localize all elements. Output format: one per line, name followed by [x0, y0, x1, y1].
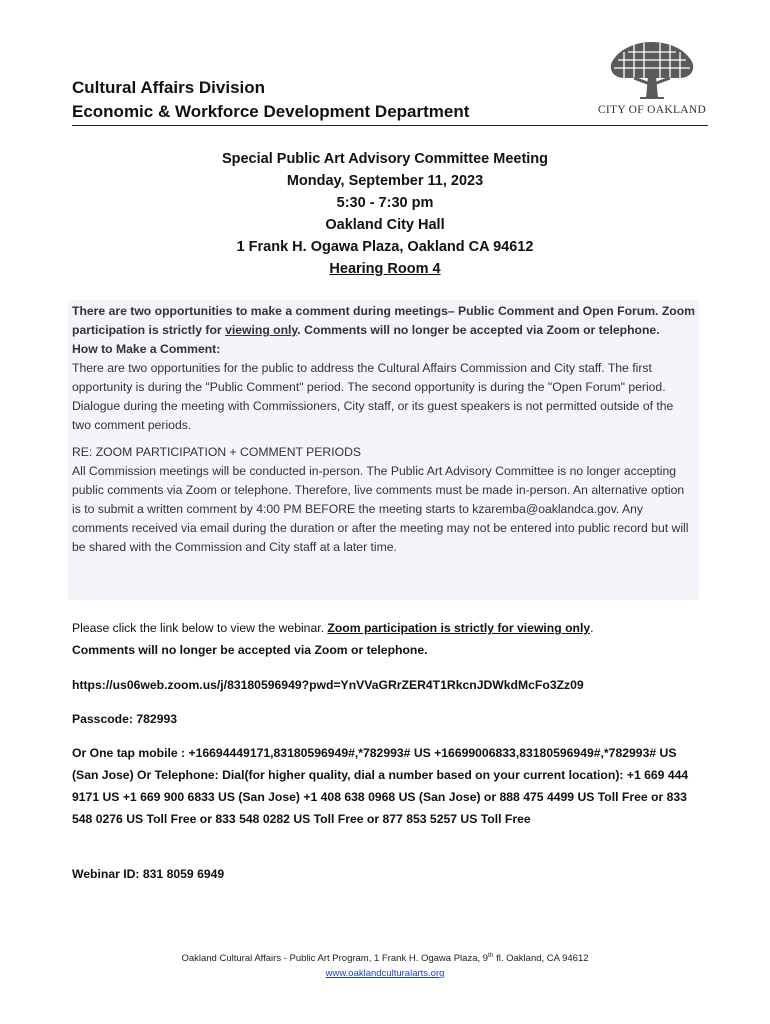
webinar-intro-end: . [590, 621, 594, 635]
meeting-address: 1 Frank H. Ogawa Plaza, Oakland CA 94612 [236, 239, 534, 255]
meeting-room: Hearing Room 4 [329, 261, 441, 277]
city-of-oakland-logo [596, 38, 708, 122]
notice-intro [72, 302, 695, 340]
viewing-only-emphasis: Zoom participation is strictly for viewing only [327, 621, 591, 635]
website-link[interactable]: www.oaklandculturalarts.org [325, 968, 445, 980]
department-name: Economic & Workforce Development Department [72, 102, 470, 121]
passcode: Passcode: 782993 [72, 712, 178, 726]
city-of-oakland-wordmark: CITY OF OAKLAND [597, 104, 707, 116]
meeting-date: Monday, September 11, 2023 [286, 173, 484, 189]
meeting-venue: Oakland City Hall [325, 217, 445, 233]
webinar-intro-text: Please click the link below to view the webinar. [72, 621, 328, 635]
zoom-link[interactable]: https://us06web.zoom.us/j/83180596949?pwd=YnVVaGRrZER4T1RkcnJDWkdMcFo3Zz09 [72, 678, 584, 692]
comments-not-accepted-line: Comments will no longer be accepted via Zoom or telephone. [72, 643, 428, 657]
division-name: Cultural Affairs Division [72, 78, 266, 97]
header-rule [72, 125, 708, 126]
footer-address [0, 948, 770, 966]
spacer [72, 435, 695, 443]
notice-intro-text-end: . Comments will no longer be accepted via Zoom or telephone. [297, 323, 660, 337]
meeting-title: Special Public Art Advisory Committee Meeting [221, 151, 549, 167]
zoom-participation-heading: RE: ZOOM PARTICIPATION + COMMENT PERIODS [72, 445, 362, 459]
footer-superscript: th [488, 952, 494, 959]
notice-intro-text: There are two opportunities to make a comment during meetings– Public Comment and Open Forum. Zoom participation is strictly for [72, 304, 695, 337]
footer-address-end: fl. Oakland, CA 94612 [493, 953, 589, 965]
footer-address-text: Oakland Cultural Affairs - Public Art Program, 1 Frank H. Ogawa Plaza, 9 [181, 953, 489, 965]
webinar-id: Webinar ID: 831 8059 6949 [72, 867, 225, 881]
viewing-only-text: viewing only [225, 323, 298, 337]
meeting-details [72, 148, 698, 280]
zoom-participation-body: All Commission meetings will be conducted in-person. The Public Art Advisory Committee is no longer accepting public comments via Zoom or telephone. Therefore, live comments must be made in-person. An alternative option is to submit a written comment by 4:00 PM BEFORE the meeting starts to kzaremba@oaklandca.gov. Any comments received via email during the duration or after the meeting may not be entered into public record but will be shared with the Commission and City staff at a later time. [72, 464, 689, 554]
meeting-time: 5:30 - 7:30 pm [336, 195, 434, 211]
phone-dial-in-info: Or One tap mobile : +16694449171,83180596949#,*782993# US +16699006833,83180596949#,*782993# US (San Jose) Or Telephone: Dial(for higher quality, dial a number based on your current location): +1 669 444 9171 US +1 669 900 6833 US (San Jose) +1 408 638 0968 US (San Jose) or 888 475 4499 US Toll Free or 833 548 0276 US Toll Free or 833 548 0282 US Toll Free or 877 853 5257 US Toll Free [72, 746, 689, 826]
how-to-comment-heading: How to Make a Comment: [72, 342, 221, 356]
oak-tree-icon [604, 38, 700, 102]
comment-notice-box [68, 300, 699, 600]
footer [0, 948, 770, 981]
how-to-comment-body: There are two opportunities for the public to address the Cultural Affairs Commission and City staff. The first opportunity is during the "Public Comment" period. The second opportunity is during the "Open Forum" period. Dialogue during the meeting with Commissioners, City staff, or its guest speakers is not permitted outside of the two comment periods. [72, 361, 674, 432]
webinar-instructions [72, 617, 698, 661]
